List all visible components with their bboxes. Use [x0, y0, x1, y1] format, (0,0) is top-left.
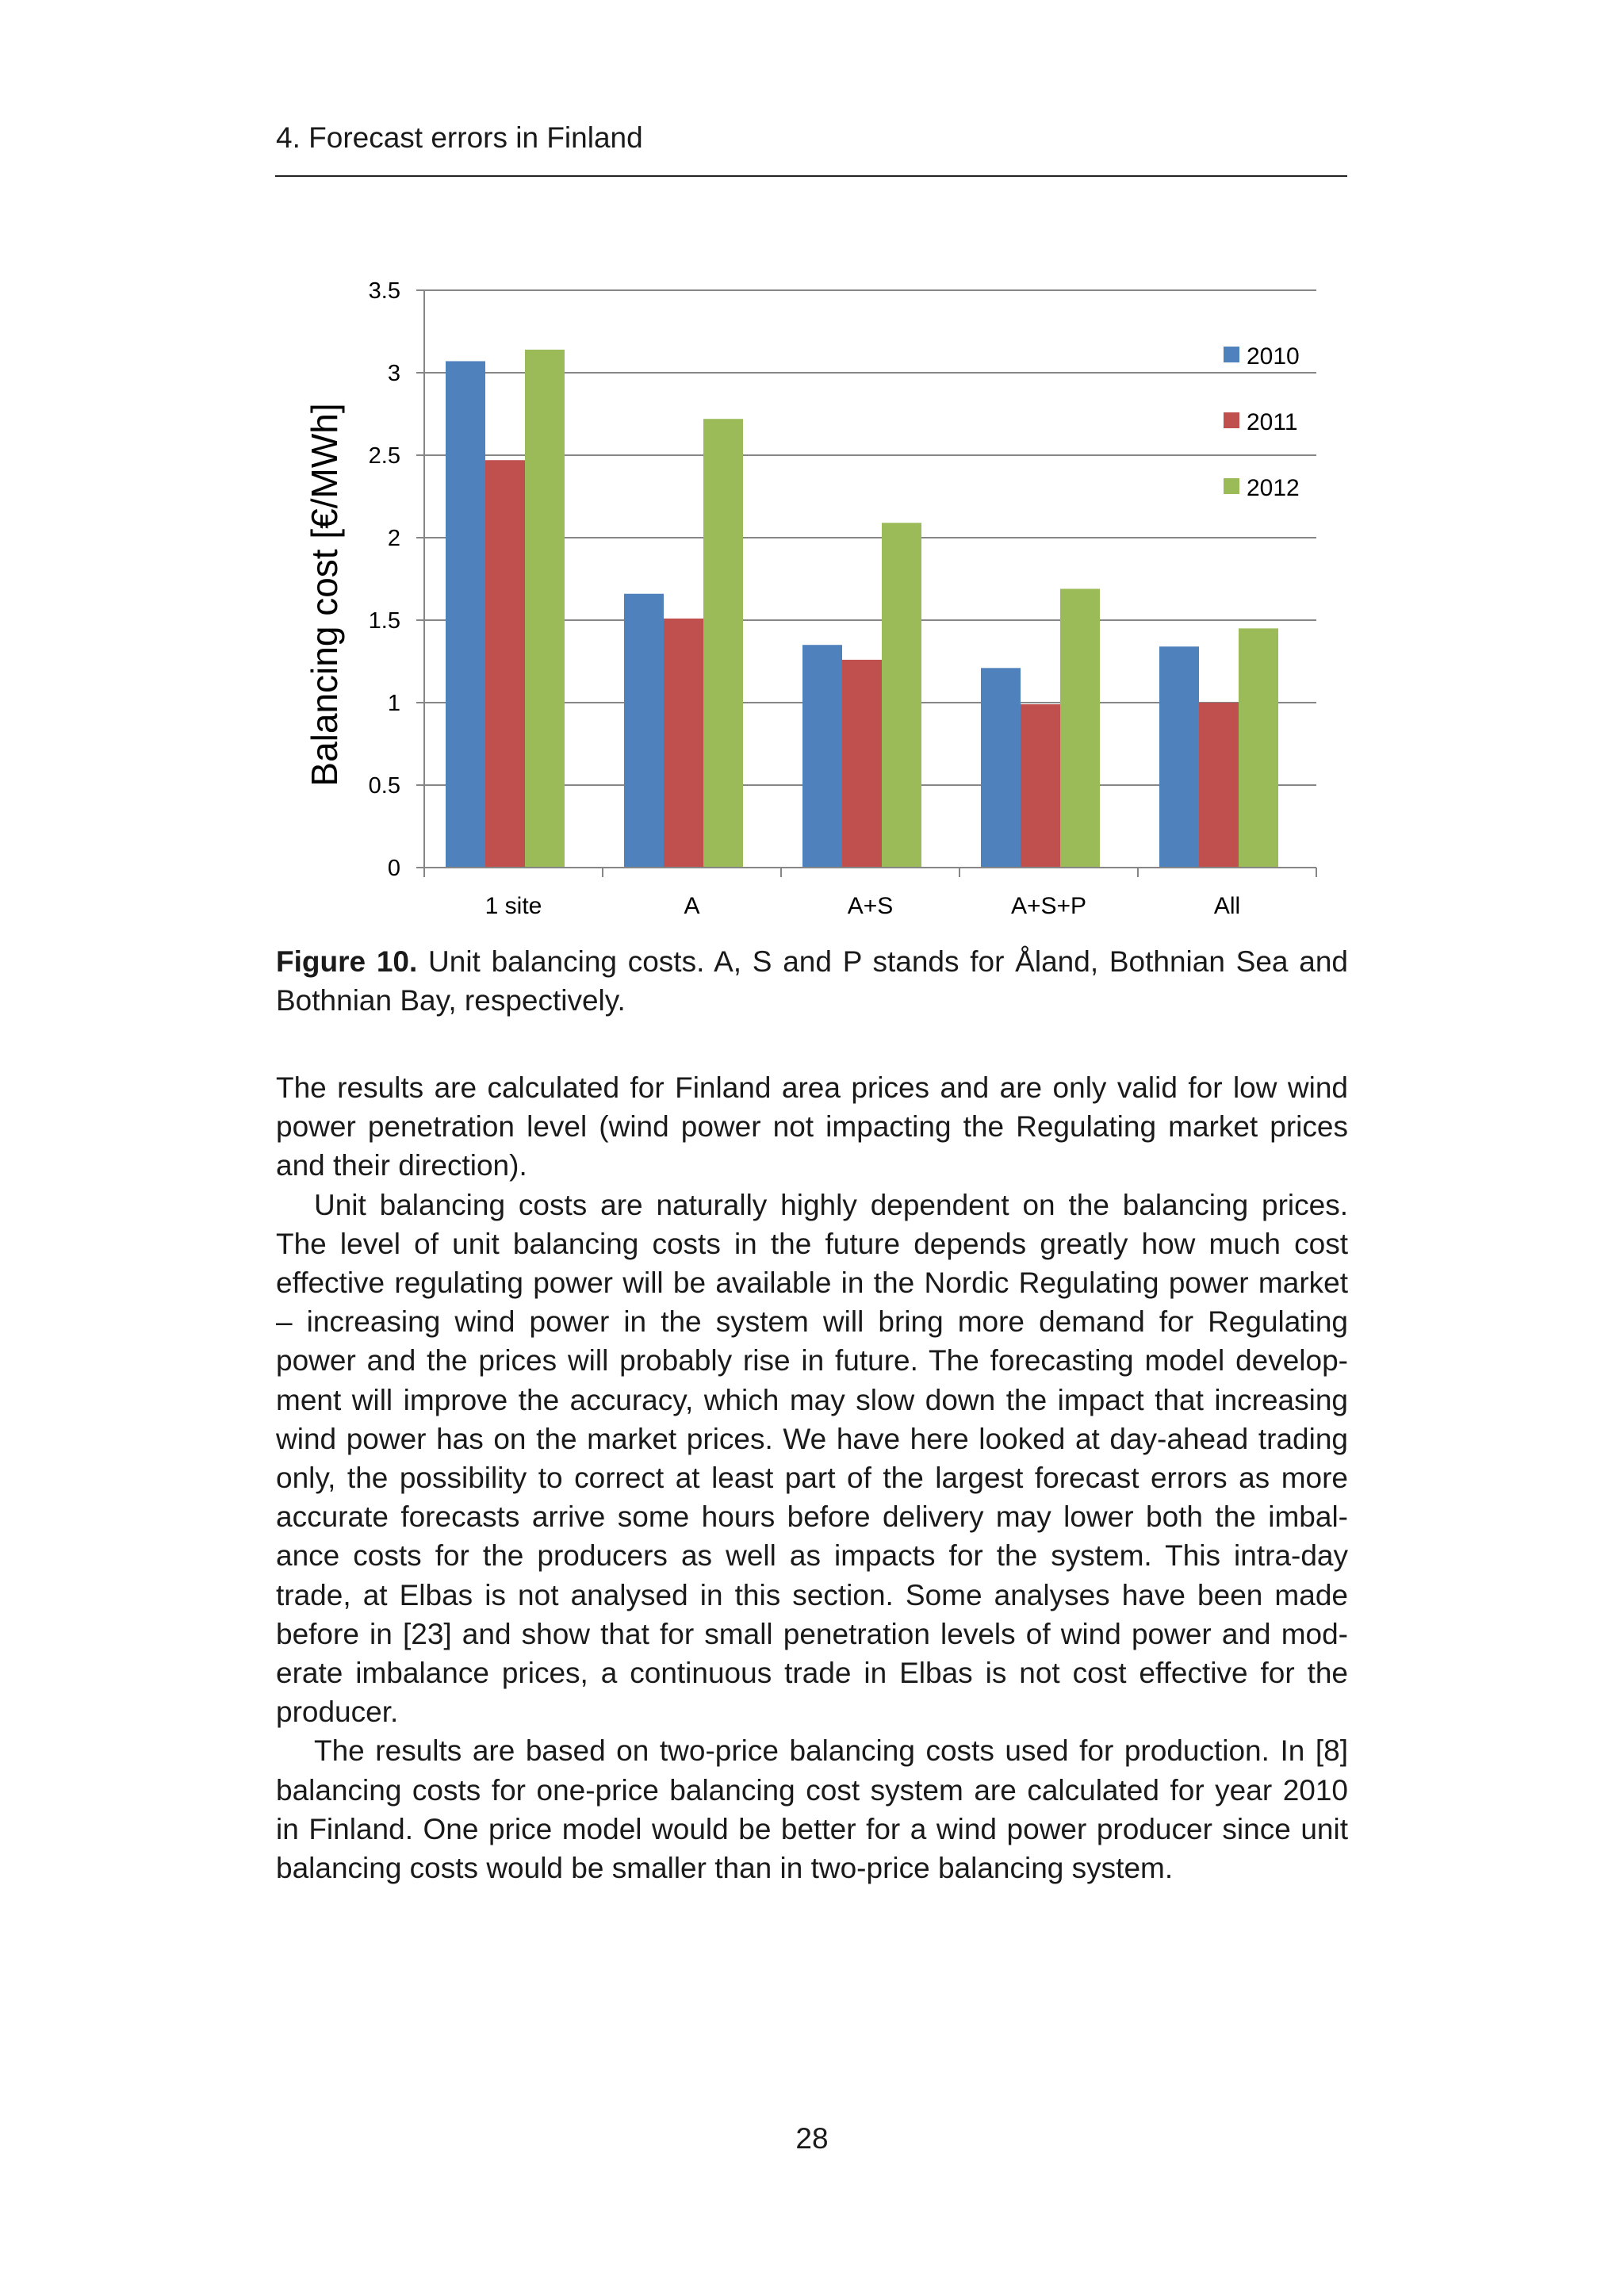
y-tick-label: 3.5	[368, 278, 400, 304]
bar-2010-1-site	[446, 361, 485, 868]
bar-2012-all	[1239, 628, 1278, 868]
bar-2011-1-site	[485, 460, 525, 868]
paragraph: The results are based on two-price balancing costs used for production. In [8] balancing costs for one-price balancing cost system are calculated for year 2010 in Finland. One price model would be better for a wind power producer since unit balancing costs would be smaller than in two-price balancing system.	[276, 1734, 1348, 1885]
chart-legend	[1224, 343, 1300, 501]
y-tick-label: 1	[387, 691, 400, 716]
header-rule	[275, 175, 1347, 177]
y-tick-label: 2	[387, 526, 400, 551]
chart-bars	[446, 350, 1278, 868]
y-tick-label: 3	[387, 361, 400, 386]
bar-2012-a-s-p	[1060, 588, 1100, 868]
y-tick-label: 0	[387, 856, 400, 881]
bar-2012-a	[703, 419, 743, 868]
paragraph: Unit balancing costs are naturally highly dependent on the balancing prices. The level of unit balancing costs in the future depends greatly how much cost effective regulating power will be available in the Nordic Regulating power market – increasing wind power in the system will bring more demand for Regulating power and the prices will probably rise in future. The forecasting model develop-ment will improve the accuracy, which may slow down the impact that increasing wind power has on the market prices. We have here looked at day-ahead trading only, the possibility to correct at least part of the largest forecast errors as more accurate forecasts arrive some hours before delivery may lower both the imbal-ance costs for the producers as well as impacts for the system. This intra-day trade, at Elbas is not analysed in this section. Some analyses have been made before in [23] and show that for small penetration levels of wind power and mod-erate imbalance prices, a continuous trade in Elbas is not cost effective for the producer.	[276, 1188, 1348, 1729]
bar-2010-a-s-p	[981, 668, 1021, 868]
y-tick-label: 1.5	[368, 608, 400, 634]
legend-swatch-2010	[1224, 347, 1239, 362]
bar-2012-1-site	[525, 350, 565, 868]
bar-2011-a	[664, 619, 703, 868]
x-tick-label: A+S	[847, 893, 894, 919]
y-axis-title: Balancing cost [€/MWh]	[304, 403, 345, 787]
page-number: 28	[795, 2122, 829, 2155]
bar-2012-a-s	[882, 523, 921, 868]
x-tick-label: 1 site	[485, 893, 542, 919]
paragraph: The results are calculated for Finland area prices and are only valid for low wind power penetration level (wind power not impacting the Regulating market prices and their direction).	[276, 1071, 1348, 1182]
bar-2011-all	[1199, 703, 1239, 868]
y-tick-label: 0.5	[368, 773, 400, 799]
running-header: 4. Forecast errors in Finland	[276, 121, 643, 154]
legend-label: 2010	[1247, 343, 1300, 370]
bar-2010-a-s	[802, 645, 842, 868]
figure-label: Figure 10.	[276, 945, 418, 978]
y-tick-label: 2.5	[368, 443, 400, 469]
bar-2010-all	[1159, 646, 1199, 868]
y-tick-labels	[369, 278, 400, 881]
bar-chart	[301, 262, 1332, 928]
bar-2010-a	[624, 594, 664, 868]
legend-swatch-2011	[1224, 412, 1239, 428]
body-text	[276, 1068, 1348, 1887]
x-tick-label: A+S+P	[1010, 893, 1087, 919]
figure-caption	[276, 942, 1348, 1020]
figure-caption-text: Unit balancing costs. A, S and P stands for Åland, Bothnian Sea and Bothnian Bay, respectively.	[276, 945, 1348, 1017]
legend-label: 2011	[1247, 409, 1298, 435]
x-tick-label: All	[1213, 893, 1241, 919]
bar-2011-a-s-p	[1021, 704, 1060, 868]
legend-swatch-2012	[1224, 478, 1239, 494]
x-tick-label: A	[684, 893, 700, 919]
legend-label: 2012	[1247, 475, 1300, 501]
bar-2011-a-s	[842, 660, 882, 868]
x-tick-labels	[485, 893, 1241, 919]
